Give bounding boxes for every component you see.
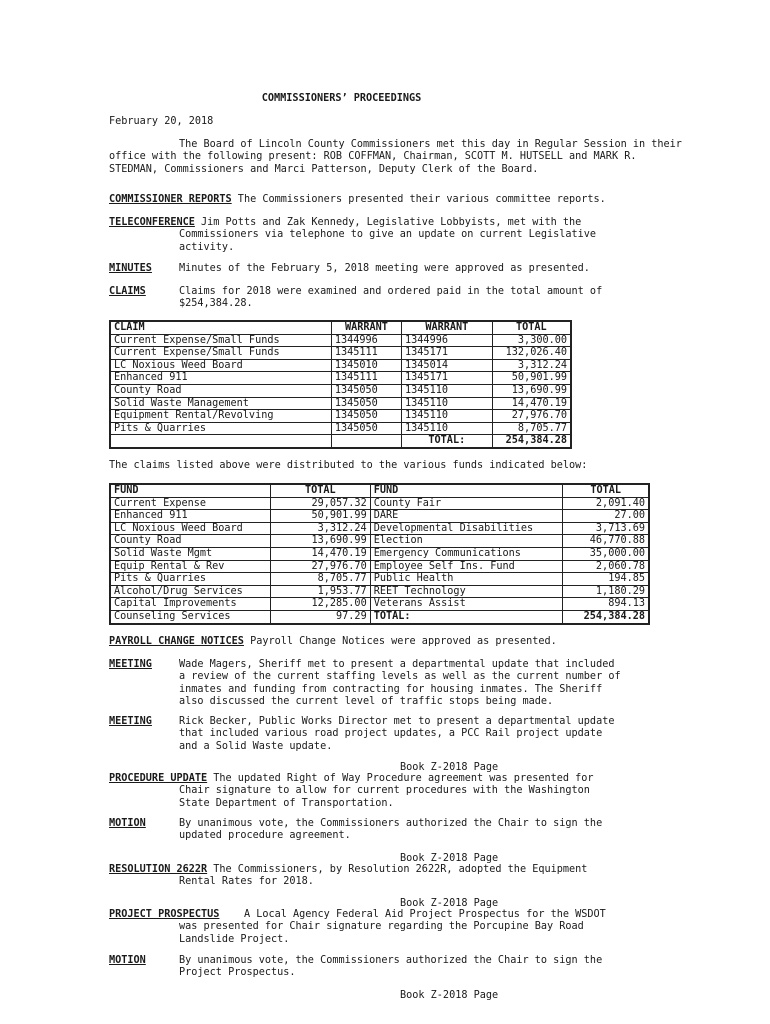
table-cell: 3,300.00 (492, 334, 571, 347)
resolution-section (109, 864, 689, 889)
table-cell: 1345010 (331, 359, 401, 372)
motion-heading: MOTION (109, 955, 146, 966)
meeting-line: inmates and funding from contracting for housing inmates. The Sheriff (179, 683, 603, 695)
column-header: CLAIM (110, 321, 331, 334)
table-cell: LC Noxious Weed Board (110, 522, 270, 535)
page-title: COMMISSIONERS’ PROCEEDINGS (261, 93, 422, 104)
prospectus-heading: PROJECT PROSPECTUS (109, 909, 220, 920)
motion-line: By unanimous vote, the Commissioners authorized the Chair to sign the (179, 818, 603, 829)
table-cell: County Road (110, 535, 270, 548)
meeting-line: Rick Becker, Public Works Director met to present a departmental update (179, 716, 615, 727)
column-header: WARRANT (402, 321, 493, 334)
table-row (110, 397, 571, 410)
table-row (110, 347, 571, 360)
table-cell: County Fair (370, 497, 563, 510)
intro-paragraph (109, 139, 687, 176)
claims-table-header (110, 321, 571, 334)
table-cell: 254,384.28 (563, 610, 649, 623)
table-cell: Election (370, 535, 563, 548)
table-cell: 1345110 (402, 410, 493, 423)
table-cell: 194.85 (563, 573, 649, 586)
table-cell: 97.29 (270, 610, 370, 623)
motion-line: updated procedure agreement. (179, 830, 351, 842)
table-cell: 46,770.88 (563, 535, 649, 548)
table-row (110, 510, 649, 523)
table-row (110, 410, 571, 423)
table-cell: 1344996 (331, 334, 401, 347)
table-row (110, 585, 649, 598)
meeting-line: and a Solid Waste update. (179, 740, 333, 752)
meeting-line: Wade Magers, Sheriff met to present a departmental update that included (179, 659, 615, 670)
meeting-sheriff-section (109, 659, 694, 708)
table-cell: 1,180.29 (563, 585, 649, 598)
payroll-text: Payroll Change Notices were approved as presented. (243, 636, 557, 647)
book-page-ref: Book Z-2018 Page (400, 898, 499, 909)
payroll-heading: PAYROLL CHANGE NOTICES (109, 636, 244, 647)
table-cell: 3,312.24 (492, 359, 571, 372)
table-cell: Current Expense (110, 497, 270, 510)
table-cell: 14,470.19 (270, 547, 370, 560)
table-cell (331, 435, 401, 448)
table-cell: 1345110 (402, 384, 493, 397)
table-row (110, 334, 571, 347)
table-cell: 3,312.24 (270, 522, 370, 535)
table-cell: Equipment Rental/Revolving (110, 410, 331, 423)
motion-line: Project Prospectus. (179, 967, 296, 979)
table-cell: 8,705.77 (492, 422, 571, 435)
motion-procedure-section (109, 818, 689, 843)
table-cell: DARE (370, 510, 563, 523)
table-cell: 35,000.00 (563, 547, 649, 560)
intro-text: The Board of Lincoln County Commissioners met this day in Regular Session in their office with the following present: ROB COFFMAN, Chairman, SCOTT M. HUTSELL and MARK R. STEDMAN, Commissioners and Marci Patterson, Deputy Clerk of the Board. (109, 139, 682, 175)
table-cell: Developmental Disabilities (370, 522, 563, 535)
fund-table-header (110, 484, 649, 497)
table-cell (110, 435, 331, 448)
table-cell: Public Health (370, 573, 563, 586)
table-cell: Employee Self Ins. Fund (370, 560, 563, 573)
meeting-line: a review of the current staffing levels as well as the current number of (179, 671, 621, 683)
minutes-section (109, 263, 689, 275)
table-cell: Capital Improvements (110, 598, 270, 611)
motion-heading: MOTION (109, 818, 146, 829)
meeting-date (109, 116, 689, 128)
table-cell: Equip Rental & Rev (110, 560, 270, 573)
motion-prospectus-section (109, 955, 689, 980)
table-cell: 8,705.77 (270, 573, 370, 586)
table-cell: TOTAL: (370, 610, 563, 623)
payroll-section (109, 636, 689, 648)
table-cell: Current Expense/Small Funds (110, 334, 331, 347)
table-cell: Veterans Assist (370, 598, 563, 611)
teleconference-line: Jim Potts and Zak Kennedy, Legislative Lobbyists, met with the (194, 217, 582, 228)
minutes-heading: MINUTES (109, 263, 152, 274)
book-page-ref: Book Z-2018 Page (400, 853, 499, 864)
table-cell: 1345171 (402, 372, 493, 385)
table-cell: 27.00 (563, 510, 649, 523)
meeting-public-works-section (109, 716, 689, 753)
table-cell: 894.13 (563, 598, 649, 611)
column-header: WARRANT (331, 321, 401, 334)
resolution-heading: RESOLUTION 2622R (109, 864, 208, 875)
table-cell: Pits & Quarries (110, 573, 270, 586)
table-cell: Alcohol/Drug Services (110, 585, 270, 598)
total-label: TOTAL: (402, 435, 493, 448)
table-cell: 2,060.78 (563, 560, 649, 573)
commissioner-reports-section (109, 194, 689, 206)
table-cell: 2,091.40 (563, 497, 649, 510)
table-row (110, 372, 571, 385)
table-cell: Enhanced 911 (110, 372, 331, 385)
table-cell: 1344996 (402, 334, 493, 347)
teleconference-section (109, 217, 689, 254)
table-cell: County Road (110, 384, 331, 397)
table-row (110, 610, 649, 623)
resolution-line: Rental Rates for 2018. (179, 876, 314, 888)
table-row (110, 422, 571, 435)
table-row (110, 598, 649, 611)
table-cell: Solid Waste Mgmt (110, 547, 270, 560)
meeting-line: also discussed the current level of traffic stops being made. (179, 695, 554, 707)
table-cell: REET Technology (370, 585, 563, 598)
table-cell: 27,976.70 (492, 410, 571, 423)
resolution-line: The Commissioners, by Resolution 2622R, adopted the Equipment (207, 864, 588, 875)
table-cell: 14,470.19 (492, 397, 571, 410)
book-page-ref: Book Z-2018 Page (400, 762, 499, 773)
meeting-heading: MEETING (109, 659, 152, 670)
table-cell: Solid Waste Management (110, 397, 331, 410)
distribution-text-line: The claims listed above were distributed to the various funds indicated below: (109, 460, 588, 471)
meeting-heading: MEETING (109, 716, 152, 727)
column-header: FUND (370, 484, 563, 497)
table-row (110, 384, 571, 397)
procedure-update-section (109, 773, 689, 810)
claims-section (109, 286, 689, 311)
teleconference-line: Commissioners via telephone to give an update on current Legislative (179, 229, 597, 241)
table-cell: 1345050 (331, 384, 401, 397)
column-header: TOTAL (492, 321, 571, 334)
table-cell: Current Expense/Small Funds (110, 347, 331, 360)
total-value: 254,384.28 (492, 435, 571, 448)
prospectus-line: was presented for Chair signature regarding the Porcupine Bay Road (179, 921, 584, 933)
table-cell: 13,690.99 (270, 535, 370, 548)
project-prospectus-section (109, 909, 689, 946)
claims-heading: CLAIMS (109, 286, 146, 297)
column-header: FUND (110, 484, 270, 497)
table-cell: 1345111 (331, 372, 401, 385)
table-cell: 1345110 (402, 422, 493, 435)
claims-table (109, 320, 572, 449)
table-cell: 1345050 (331, 410, 401, 423)
table-cell: Pits & Quarries (110, 422, 331, 435)
table-cell: Enhanced 911 (110, 510, 270, 523)
table-cell: 1345050 (331, 422, 401, 435)
procedure-line: Chair signature to allow for current procedures with the Washington (179, 785, 590, 797)
table-cell: 27,976.70 (270, 560, 370, 573)
claims-text: Claims for 2018 were examined and ordered paid in the total amount of (179, 286, 603, 297)
date-text: February 20, 2018 (109, 116, 214, 127)
minutes-text: Minutes of the February 5, 2018 meeting were approved as presented. (179, 263, 590, 274)
table-cell: 1,953.77 (270, 585, 370, 598)
table-cell: 13,690.99 (492, 384, 571, 397)
column-header: TOTAL (563, 484, 649, 497)
table-row (110, 547, 649, 560)
table-cell: Counseling Services (110, 610, 270, 623)
fund-table (109, 483, 650, 625)
table-cell: 1345014 (402, 359, 493, 372)
table-row (110, 573, 649, 586)
distribution-text (109, 460, 689, 472)
table-cell: 1345110 (402, 397, 493, 410)
table-row (110, 497, 649, 510)
table-cell: 132,026.40 (492, 347, 571, 360)
commissioner-reports-text: The Commissioners presented their various committee reports. (231, 194, 606, 205)
meeting-line: that included various road project updates, a PCC Rail project update (179, 728, 603, 740)
table-cell: 1345050 (331, 397, 401, 410)
column-header: TOTAL (270, 484, 370, 497)
commissioner-reports-heading: COMMISSIONER REPORTS (109, 194, 232, 205)
prospectus-line: Landslide Project. (179, 933, 290, 945)
procedure-line: The updated Right of Way Procedure agreement was presented for (207, 773, 594, 784)
procedure-line: State Department of Transportation. (179, 797, 394, 809)
table-cell: 50,901.99 (492, 372, 571, 385)
table-cell: 1345111 (331, 347, 401, 360)
table-cell: LC Noxious Weed Board (110, 359, 331, 372)
table-cell: Emergency Communications (370, 547, 563, 560)
prospectus-line: A Local Agency Federal Aid Project Prospectus for the WSDOT (219, 909, 606, 920)
table-cell: 3,713.69 (563, 522, 649, 535)
table-cell: 1345171 (402, 347, 493, 360)
table-cell: 29,057.32 (270, 497, 370, 510)
motion-line: By unanimous vote, the Commissioners authorized the Chair to sign the (179, 955, 603, 966)
table-row (110, 522, 649, 535)
procedure-heading: PROCEDURE UPDATE (109, 773, 208, 784)
teleconference-heading: TELECONFERENCE (109, 217, 195, 228)
table-total-row (110, 435, 571, 448)
table-row (110, 560, 649, 573)
table-cell: 50,901.99 (270, 510, 370, 523)
table-cell: 12,285.00 (270, 598, 370, 611)
claims-text: $254,384.28. (179, 298, 253, 310)
book-page-ref: Book Z-2018 Page (400, 990, 499, 1001)
table-row (110, 359, 571, 372)
teleconference-line: activity. (179, 241, 235, 253)
table-row (110, 535, 649, 548)
